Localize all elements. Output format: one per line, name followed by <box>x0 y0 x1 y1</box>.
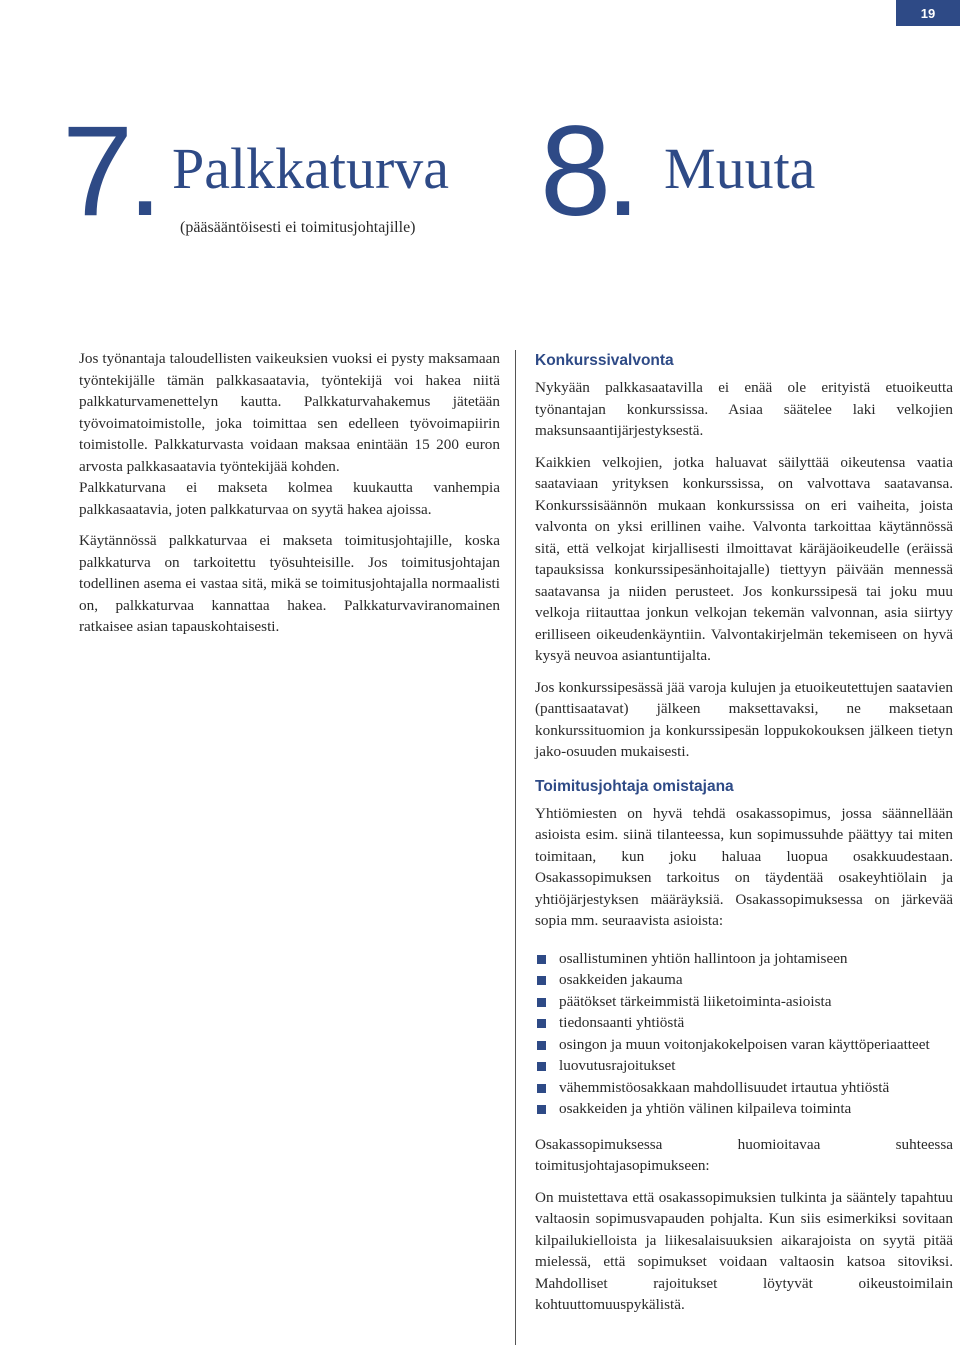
paragraph: Nykyään palkkasaatavilla ei enää ole erityistä etuoikeutta työnantajan konkurssissa. Asiaa säätelee laki velkojien maksunsaantijärjestyksestä. <box>535 379 953 439</box>
square-bullet-icon <box>537 1084 546 1093</box>
list-item: tiedonsaanti yhtiöstä <box>535 1012 953 1034</box>
paragraph: Käytännössä palkkaturvaa ei makseta toimitusjohtajille, koska palkkaturva on tarkoitettu työsuhteisille. Jos toimitusjohtajan todellinen asema ei vastaa sitä, mikä se toimitusjohtajalla normaalisti on, palkkaturvaa kannattaa hakea. Palkkaturvaviranomainen ratkaisee asian tapauskohtaisesti. <box>79 532 500 635</box>
paragraph: On muistettava että osakassopimuksien tulkinta ja sääntely tapahtuu valtaosin sopimusvapauden pohjalta. Kun siis esimerkiksi sovitaan kilpailukielloista ja liikesalaisuuksien aikarajoista on syytä pitää mielessä, että sopimukset voidaan valtaosin katsoa sitoviksi. Mahdolliset rajoitukset löytyvät oikeustoimilain kohtuuttomuuspykälistä. <box>535 1188 953 1313</box>
square-bullet-icon <box>537 955 546 964</box>
list-item: osakkeiden jakauma <box>535 969 953 991</box>
square-bullet-icon <box>537 1041 546 1050</box>
column-divider <box>515 350 516 1345</box>
chapter-7-title: Palkkaturva <box>172 136 450 201</box>
paragraph: Jos konkurssipesässä jää varoja kulujen ja etuoikeutettujen saatavien (panttisaatavat) jälkeen maksettavaksi, ne maksetaan konkurssituomion ja konkurssipesän loppukokouksen jälkeen tietyn jako-osuuden mukaisesti. <box>535 678 953 760</box>
page-number: 19 <box>920 5 936 21</box>
square-bullet-icon <box>537 1019 546 1028</box>
square-bullet-icon <box>537 1062 546 1071</box>
paragraph: Yhtiömiesten on hyvä tehdä osakassopimus, jossa säännellään asioista esim. siinä tilanteessa, kun sopimussuhde päättyy tai miten toimitaan, kun joku haluaa luopua osakkuudestaan. Osakassopimuksen tarkoitus on täydentää osakeyhtiölain ja yhtiöjärjestyksen määräyksiä. Osakassopimuksessa on järkevää sopia mm. seuraavista asioista: <box>535 804 953 929</box>
list-item: osingon ja muun voitonjakokelpoisen varan käyttöperiaatteet <box>535 1034 953 1056</box>
page-number-badge <box>896 0 960 26</box>
chapter-7-body <box>79 348 500 648</box>
square-bullet-icon <box>537 998 546 1007</box>
list-item: vähemmistöosakkaan mahdollisuudet irtautua yhtiöstä <box>535 1077 953 1099</box>
chapter-8-title: Muuta <box>664 136 816 201</box>
paragraph: Osakassopimuksessa huomioitavaa suhteessa toimitusjohtajasopimukseen: <box>535 1135 953 1174</box>
chapter-7-number: 7. <box>62 100 157 243</box>
chapter-8-body <box>535 351 953 1326</box>
paragraph: Palkkaturvana ei makseta kolmea kuukautta vanhempia palkkasaatavia, joten palkkaturvaa on syytä hakea ajoissa. <box>79 479 500 518</box>
paragraph: Kaikkien velkojien, jotka haluavat säilyttää oikeutensa vaatia saataviaan yrityksen konkurssissa, on valvottava saatavansa. Konkurssisäännön mukaan konkurssissa on eri vaiheita, joista valvonta on yksi erillinen vaihe. Valvonta tarkoittaa käytännössä sitä, että velkojat kirjallisesti ilmoittavat käräjäoikeudelle (eräissä tapauksissa konkurssipesänhoitajalle) tiettyyn päivään mennessä saatavansa ja niiden perusteet. Jos konkurssipesä tai joku muu velkoja riitauttaa jonkun velkojan tekemän valvonnan, asia siirtyy erilliseen oikeudenkäyntiin. Valvontakirjelmän tekemiseen on hyvä kysyä neuvoa asiantuntijalta. <box>535 453 953 664</box>
list-item: osakkeiden ja yhtiön välinen kilpaileva toiminta <box>535 1098 953 1120</box>
list-item: päätökset tärkeimmistä liiketoiminta-asioista <box>535 991 953 1013</box>
section-heading-toimitusjohtaja-omistajana: Toimitusjohtaja omistajana <box>535 777 734 795</box>
list-item: luovutusrajoitukset <box>535 1055 953 1077</box>
chapter-8-number: 8. <box>540 100 635 243</box>
chapter-7-subtitle: (pääsääntöisesti ei toimitusjohtajille) <box>180 219 416 236</box>
list-item: osallistuminen yhtiön hallintoon ja johtamiseen <box>535 948 953 970</box>
section-heading-konkurssivalvonta: Konkurssivalvonta <box>535 352 674 369</box>
square-bullet-icon <box>537 976 546 985</box>
square-bullet-icon <box>537 1105 546 1114</box>
agreement-topics-list <box>535 948 953 1120</box>
paragraph: Jos työnantaja taloudellisten vaikeuksien vuoksi ei pysty maksamaan työntekijälle tämän palkkasaatavia, työntekijä voi hakea niitä palkkaturvamenettelyn kautta. Palkkaturvahakemus jätetään työvoimatoimistolle, joka toimittaa sen edelleen työvoimapiirin toimistolle. Palkkaturvasta voidaan maksaa enintään 15 200 euron arvosta palkkasaatavia työntekijää kohden. <box>79 350 500 475</box>
